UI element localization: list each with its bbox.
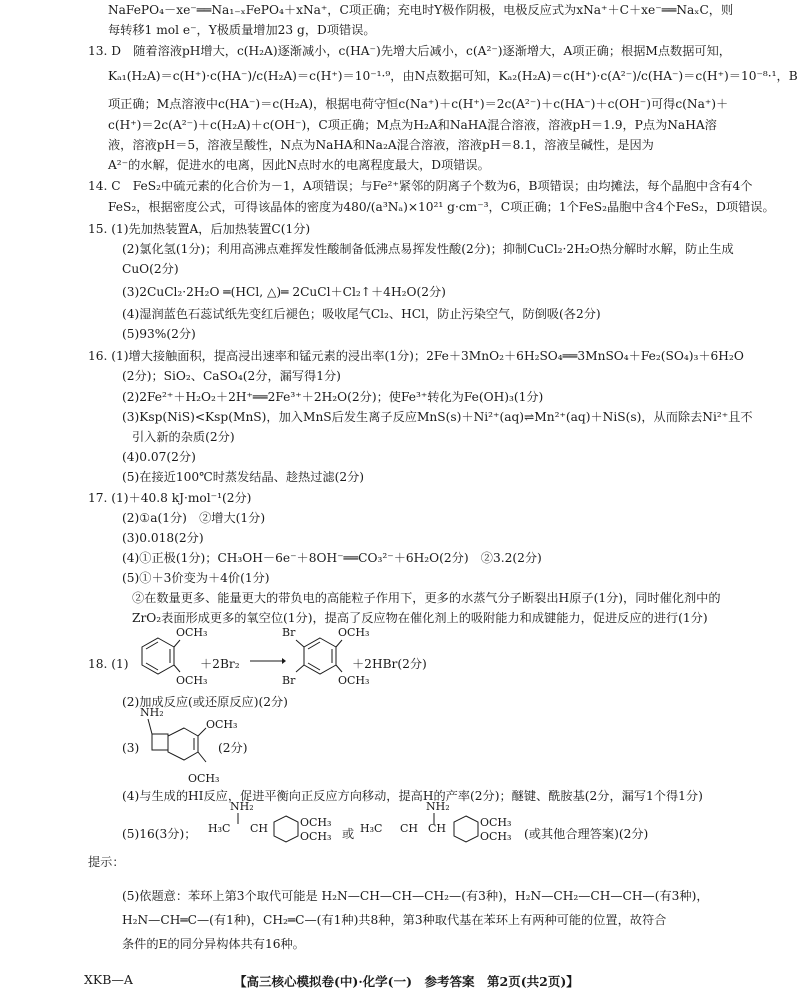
text-line: (3)2CuCl₂·2H₂O ═(HCl, △)═ 2CuCl＋Cl₂↑＋4H₂O(2分) bbox=[122, 285, 446, 299]
text-line: (4)湿润蓝色石蕊试纸先变红后褪色；吸收尾气Cl₂、HCl，防止污染空气，防倒吸(各2分) bbox=[122, 307, 601, 321]
text-line: (4)0.07(2分) bbox=[122, 450, 196, 464]
svg-text:OCH₃: OCH₃ bbox=[338, 626, 370, 639]
amine-isomer-structure-2 bbox=[360, 800, 520, 852]
text-line: (4)①正极(1分)；CH₃OH－6e⁻＋8OH⁻══CO₃²⁻＋6H₂O(2分) ②3.2(2分) bbox=[122, 551, 542, 565]
text-line: (2分)；SiO₂、CaSO₄(2分，漏写得1分) bbox=[122, 369, 341, 383]
footer-title: 【高三核心模拟卷(中)·化学(一) 参考答案 第2页(共2页)】 bbox=[234, 974, 579, 989]
text-line: (2)加成反应(或还原反应)(2分) bbox=[122, 695, 288, 709]
svg-text:OCH₃: OCH₃ bbox=[188, 772, 220, 785]
product-tail-text: ＋2HBr(2分) bbox=[352, 657, 427, 671]
text-line: (5)在接近100℃时蒸发结晶、趁热过滤(2分) bbox=[122, 470, 365, 484]
text-line: c(H⁺)＝2c(A²⁻)＋c(H₂A)＋c(OH⁻)，C项正确；M点为H₂A和NaHA混合溶液，溶液pH＝1.9，P点为NaHA溶 bbox=[108, 118, 717, 132]
text-line: FeS₂，根据密度公式，可得该晶体的密度为480/(a³Nₐ)×10²¹ g·cm⁻³，C项正确；1个FeS₂晶胞中含4个FeS₂，D项错误。 bbox=[108, 200, 775, 214]
question-18-part1-label: 18. (1) bbox=[88, 657, 129, 671]
svg-text:OCH₃: OCH₃ bbox=[176, 626, 208, 639]
svg-text:H₃C: H₃C bbox=[360, 822, 383, 835]
part3-score: (2分) bbox=[218, 741, 248, 755]
question-13: 13. D 随着溶液pH增大，c(H₂A)逐渐减小，c(HA⁻)先增大后减小，c(A²⁻)逐渐增大，A项正确；根据M点数据可知， bbox=[88, 44, 731, 58]
svg-text:Br: Br bbox=[282, 626, 296, 639]
svg-text:OCH₃: OCH₃ bbox=[338, 674, 370, 687]
svg-text:Br: Br bbox=[282, 674, 296, 687]
amine-isomer-structure-1 bbox=[208, 800, 338, 852]
text-line: (5)93%(2分) bbox=[122, 327, 196, 341]
text-line: A²⁻的水解，促进水的电离，因此N点时水的电离程度最大，D项错误。 bbox=[108, 158, 490, 172]
footer-code: XKB—A bbox=[84, 972, 133, 987]
reagent-text: ＋2Br₂ bbox=[200, 657, 240, 671]
question-14: 14. C FeS₂中硫元素的化合价为－1，A项错误；与Fe²⁺紧邻的阴离子个数为6，B项错误；由均摊法，每个晶胞中含有4个 bbox=[88, 179, 753, 193]
question-15: 15. (1)先加热装置A，后加热装置C(1分) bbox=[88, 222, 311, 236]
svg-text:OCH₃: OCH₃ bbox=[206, 718, 238, 731]
text-line: CuO(2分) bbox=[122, 262, 179, 276]
svg-text:NH₂: NH₂ bbox=[230, 800, 254, 813]
svg-text:CH: CH bbox=[250, 822, 269, 835]
svg-text:OCH₃: OCH₃ bbox=[300, 830, 332, 843]
svg-text:OCH₃: OCH₃ bbox=[480, 816, 512, 829]
svg-text:CH: CH bbox=[400, 822, 419, 835]
text-line: Kₐ₁(H₂A)＝c(H⁺)·c(HA⁻)/c(H₂A)＝c(H⁺)＝10⁻¹·⁹，由N点数据可知，Kₐ₂(H₂A)＝c(H⁺)·c(A²⁻)/c(HA⁻)＝c(H⁺)＝10⁻⁸·¹，B bbox=[108, 69, 798, 83]
text-line: 引入新的杂质(2分) bbox=[132, 430, 235, 444]
text-line: (2)氯化氢(1分)；利用高沸点难挥发性酸制备低沸点易挥发性酸(2分)；抑制CuCl₂·2H₂O热分解时水解，防止生成 bbox=[122, 242, 734, 256]
question-18-part3-label: (3) bbox=[122, 741, 140, 755]
part5-tail: (或其他合理答案)(2分) bbox=[524, 827, 649, 841]
text-line: (5)依题意：苯环上第3个取代可能是 H₂N—CH—CH—CH₂—(有3种)，H₂N—CH₂—CH—CH—(有3种)， bbox=[122, 889, 709, 903]
hint-label: 提示： bbox=[88, 855, 125, 869]
text-line: (5)①＋3价变为＋4价(1分) bbox=[122, 571, 270, 585]
text-line: (2)①a(1分) ②增大(1分) bbox=[122, 511, 266, 525]
text-line: ZrO₂表面形成更多的氧空位(1分)，提高了反应物在催化剂上的吸附能力和成键能力，促进反应的进行(1分) bbox=[132, 611, 708, 625]
svg-text:OCH₃: OCH₃ bbox=[480, 830, 512, 843]
question-18-part5-label: (5)16(3分)； bbox=[122, 827, 197, 841]
question-17: 17. (1)＋40.8 kJ·mol⁻¹(2分) bbox=[88, 491, 252, 505]
svg-text:H₃C: H₃C bbox=[208, 822, 231, 835]
text-line: (2)2Fe²⁺＋H₂O₂＋2H⁺══2Fe³⁺＋2H₂O(2分)；使Fe³⁺转化为Fe(OH)₃(1分) bbox=[122, 390, 544, 404]
text-line: H₂N—CH═C—(有1种)，CH₂═C—(有1种)共8种，第3种取代基在苯环上有两种可能的位置，故符合 bbox=[122, 913, 667, 927]
text-line: (3)Ksp(NiS)<Ksp(MnS)，加入MnS后发生离子反应MnS(s)＋Ni²⁺(aq)⇌Mn²⁺(aq)＋NiS(s)，从而除去Ni²⁺且不 bbox=[122, 410, 753, 424]
text-line: NaFePO₄－xe⁻══Na₁₋ₓFePO₄＋xNa⁺，C项正确；充电时Y极作阴极，电极反应式为xNa⁺＋C＋xe⁻══NaₓC，则 bbox=[108, 3, 734, 17]
svg-text:OCH₃: OCH₃ bbox=[300, 816, 332, 829]
text-line: (3)0.018(2分) bbox=[122, 531, 204, 545]
or-text: 或 bbox=[342, 827, 355, 841]
svg-text:NH₂: NH₂ bbox=[426, 800, 450, 813]
svg-text:CH: CH bbox=[428, 822, 447, 835]
text-line: (4)与生成的HI反应，促进平衡向正反应方向移动，提高H的产率(2分)；醚键、酰胺基(2分，漏写1个得1分) bbox=[122, 789, 703, 803]
svg-text:NH₂: NH₂ bbox=[140, 706, 164, 719]
question-16: 16. (1)增大接触面积，提高浸出速率和锰元素的浸出率(1分)；2Fe＋3MnO₂＋6H₂SO₄══3MnSO₄＋Fe₂(SO₄)₃＋6H₂O bbox=[88, 349, 744, 363]
text-line: ②在数量更多、能量更大的带负电的高能粒子作用下，更多的水蒸气分子断裂出H原子(1分)，同时催化剂中的 bbox=[132, 591, 721, 605]
svg-text:OCH₃: OCH₃ bbox=[176, 674, 208, 687]
text-line: 条件的E的同分异构体共有16种。 bbox=[122, 937, 305, 951]
text-line: 项正确；M点溶液中c(HA⁻)＝c(H₂A)，根据电荷守恒c(Na⁺)＋c(H⁺)＝2c(A²⁻)＋c(HA⁻)＋c(OH⁻)可得c(Na⁺)＋ bbox=[108, 97, 729, 111]
text-line: 每转移1 mol e⁻，Y极质量增加23 g，D项错误。 bbox=[108, 23, 376, 37]
text-line: 液，溶液pH＝5，溶液呈酸性，N点为NaHA和Na₂A混合溶液，溶液pH＝8.1，溶液呈碱性，是因为 bbox=[108, 138, 654, 152]
